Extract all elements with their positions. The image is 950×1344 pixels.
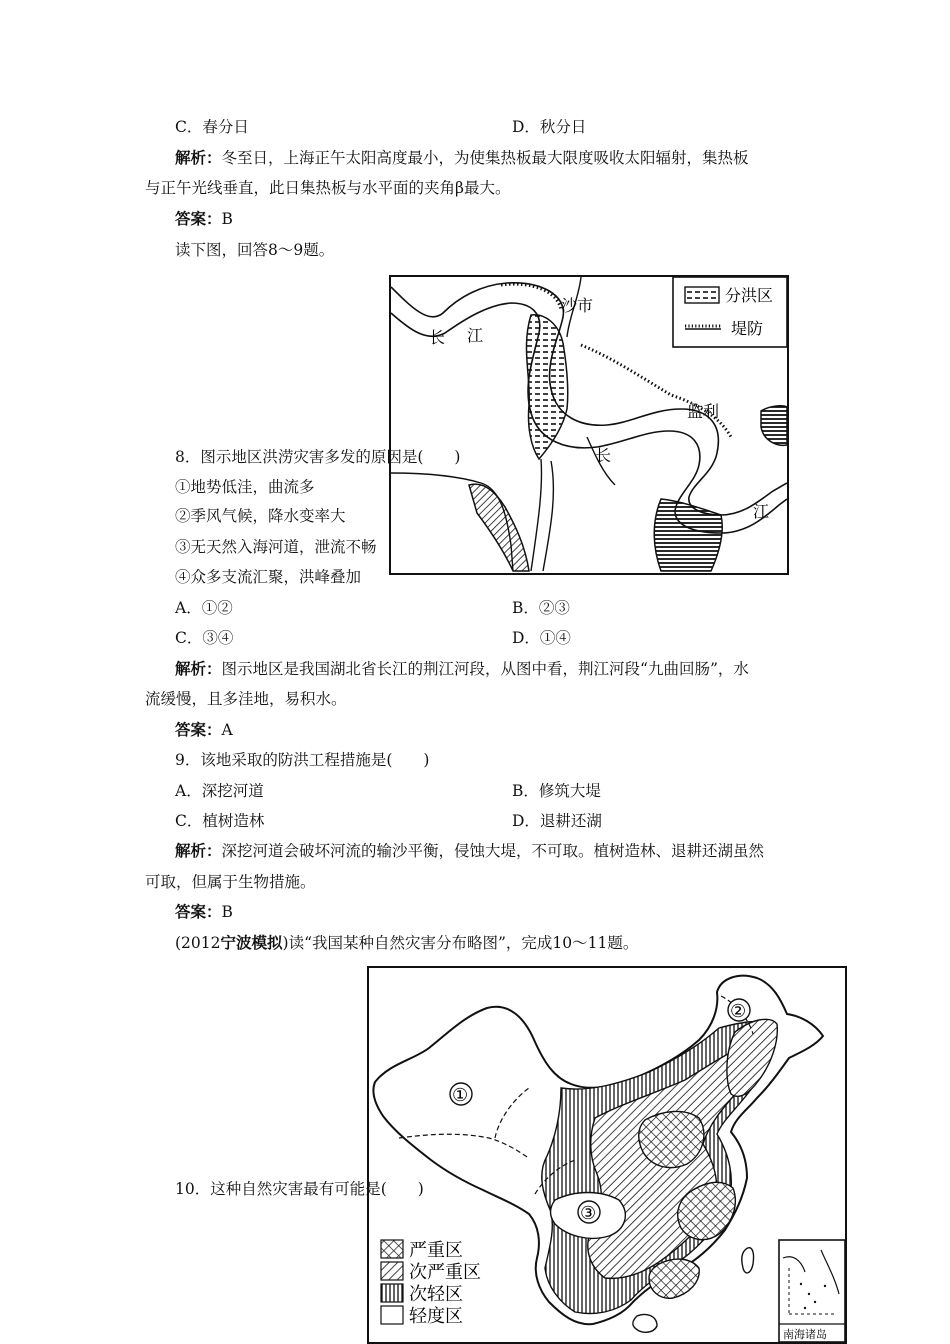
- tributary-south: [531, 459, 542, 571]
- legend-severe-label: 严重区: [409, 1240, 463, 1261]
- south-china-sea-inset: [779, 1240, 845, 1342]
- q8-option-c: C．③④: [175, 629, 234, 647]
- q7-analysis-line2: 与正午光线垂直，此日集热板与水平面的夹角β最大。: [145, 179, 511, 197]
- region-3-label: ③: [580, 1203, 597, 1224]
- q9-analysis-line2: 可取，但属于生物措施。: [145, 873, 316, 891]
- q7-answer: [175, 209, 233, 229]
- label-shashi: 沙市: [561, 296, 594, 315]
- map1-legend: [673, 277, 787, 347]
- legend-severe-swatch: [381, 1240, 403, 1258]
- legend-sublight-swatch: [381, 1284, 403, 1302]
- legend-light-label: 轻度区: [409, 1306, 463, 1327]
- q9-option-c: C．植树造林: [175, 812, 265, 830]
- legend-levee-label: 堤防: [731, 319, 764, 338]
- analysis-text: 深挖河道会破坏河流的输沙平衡，侵蚀大堤，不可取。植树造林、退耕还湖虽然: [221, 842, 765, 860]
- label-chang-east: 长: [595, 446, 612, 465]
- zone-severe-north: [639, 1111, 704, 1167]
- inset-label: 南海诸岛: [783, 1328, 827, 1341]
- region-2-label: ②: [730, 1001, 747, 1022]
- legend-floodzone-swatch: [685, 287, 719, 303]
- q8-analysis-line1: [175, 659, 749, 679]
- flood-diversion-zone-south: [469, 484, 529, 571]
- region-marker-3: [578, 1201, 600, 1224]
- intro-10-11: [175, 933, 638, 953]
- region-1-label: ①: [452, 1085, 469, 1106]
- hainan-island: [633, 1314, 657, 1332]
- legend-subsevere-swatch: [381, 1262, 403, 1280]
- china-disaster-map-svg: [369, 968, 845, 1342]
- answer-label: 答案：: [175, 209, 222, 228]
- q9-stem: 9．该地采取的防洪工程措施是( ): [175, 751, 430, 769]
- q8-statement-3: ③无天然入海河道，泄流不畅: [175, 538, 377, 556]
- q9-option-d: D．退耕还湖: [512, 812, 602, 830]
- q7-analysis-line1: [175, 148, 749, 168]
- intro-8-9: 读下图，回答8～9题。: [175, 241, 335, 259]
- tributary-south-2: [543, 461, 553, 571]
- label-jiang-east: 江: [753, 502, 770, 521]
- answer-label: 答案：: [175, 902, 222, 921]
- legend-sublight-label: 次轻区: [409, 1284, 463, 1305]
- q8-option-d: D．①④: [512, 629, 571, 647]
- q8-answer: [175, 720, 233, 740]
- region-marker-2: [728, 999, 750, 1022]
- analysis-text: 图示地区是我国湖北省长江的荆江河段，从图中看，荆江河段“九曲回肠”，水: [221, 660, 749, 678]
- answer-value: A: [221, 721, 233, 739]
- answer-value: B: [221, 210, 233, 228]
- q8-option-b: B．②③: [512, 599, 570, 617]
- label-jiang-west: 江: [467, 326, 484, 345]
- answer-value: B: [221, 903, 233, 921]
- analysis-label: 解析：: [175, 659, 222, 678]
- taiwan-island: [742, 1248, 754, 1273]
- levee-north: [501, 284, 561, 311]
- analysis-label: 解析：: [175, 841, 222, 860]
- q8-analysis-line2: 流缓慢，且多洼地，易积水。: [145, 690, 347, 708]
- q7-option-d: D．秋分日: [512, 118, 587, 136]
- q8-statement-4: ④众多支流汇聚，洪峰叠加: [175, 568, 362, 586]
- q8-option-a: A．①②: [175, 599, 233, 617]
- legend-floodzone-label: 分洪区: [725, 286, 774, 305]
- label-chang-west: 长: [429, 328, 446, 347]
- legend-subsevere-label: 次严重区: [409, 1262, 481, 1283]
- zone-severe-south: [649, 1259, 699, 1298]
- q9-option-a: A．深挖河道: [175, 782, 264, 800]
- q9-option-b: B．修筑大堤: [512, 782, 601, 800]
- q8-statement-1: ①地势低洼，曲流多: [175, 478, 315, 496]
- q8-statement-2: ②季风气候，降水变率大: [175, 507, 346, 525]
- analysis-label: 解析：: [175, 148, 222, 167]
- label-jianli: 监利: [687, 402, 720, 421]
- intro-source: 宁波模拟: [220, 933, 283, 952]
- legend-light-swatch: [381, 1306, 403, 1324]
- q10-stem: 10．这种自然灾害最有可能是( ): [175, 1180, 424, 1198]
- q9-answer: [175, 902, 233, 922]
- q8-stem: 8．图示地区洪涝灾害多发的原因是( ): [175, 448, 461, 466]
- intro-year: (2012: [175, 934, 221, 952]
- flood-diversion-zone-east: [761, 406, 787, 446]
- map2-legend: [381, 1240, 481, 1327]
- flood-diversion-zone-southeast: [654, 499, 722, 571]
- china-disaster-map: [367, 966, 847, 1344]
- intro-text: )读“我国某种自然灾害分布略图”，完成10～11题。: [282, 934, 639, 952]
- jingjiang-river-map: [389, 275, 789, 575]
- region-marker-1: [450, 1083, 472, 1106]
- q9-analysis-line1: [175, 841, 764, 861]
- levee-north-east: [581, 345, 731, 437]
- jingjiang-river-map-svg: [391, 277, 787, 573]
- answer-label: 答案：: [175, 720, 222, 739]
- q7-option-c: C．春分日: [175, 118, 249, 136]
- analysis-text: 冬至日，上海正午太阳高度最小，为使集热板最大限度吸收太阳辐射，集热板: [221, 149, 749, 167]
